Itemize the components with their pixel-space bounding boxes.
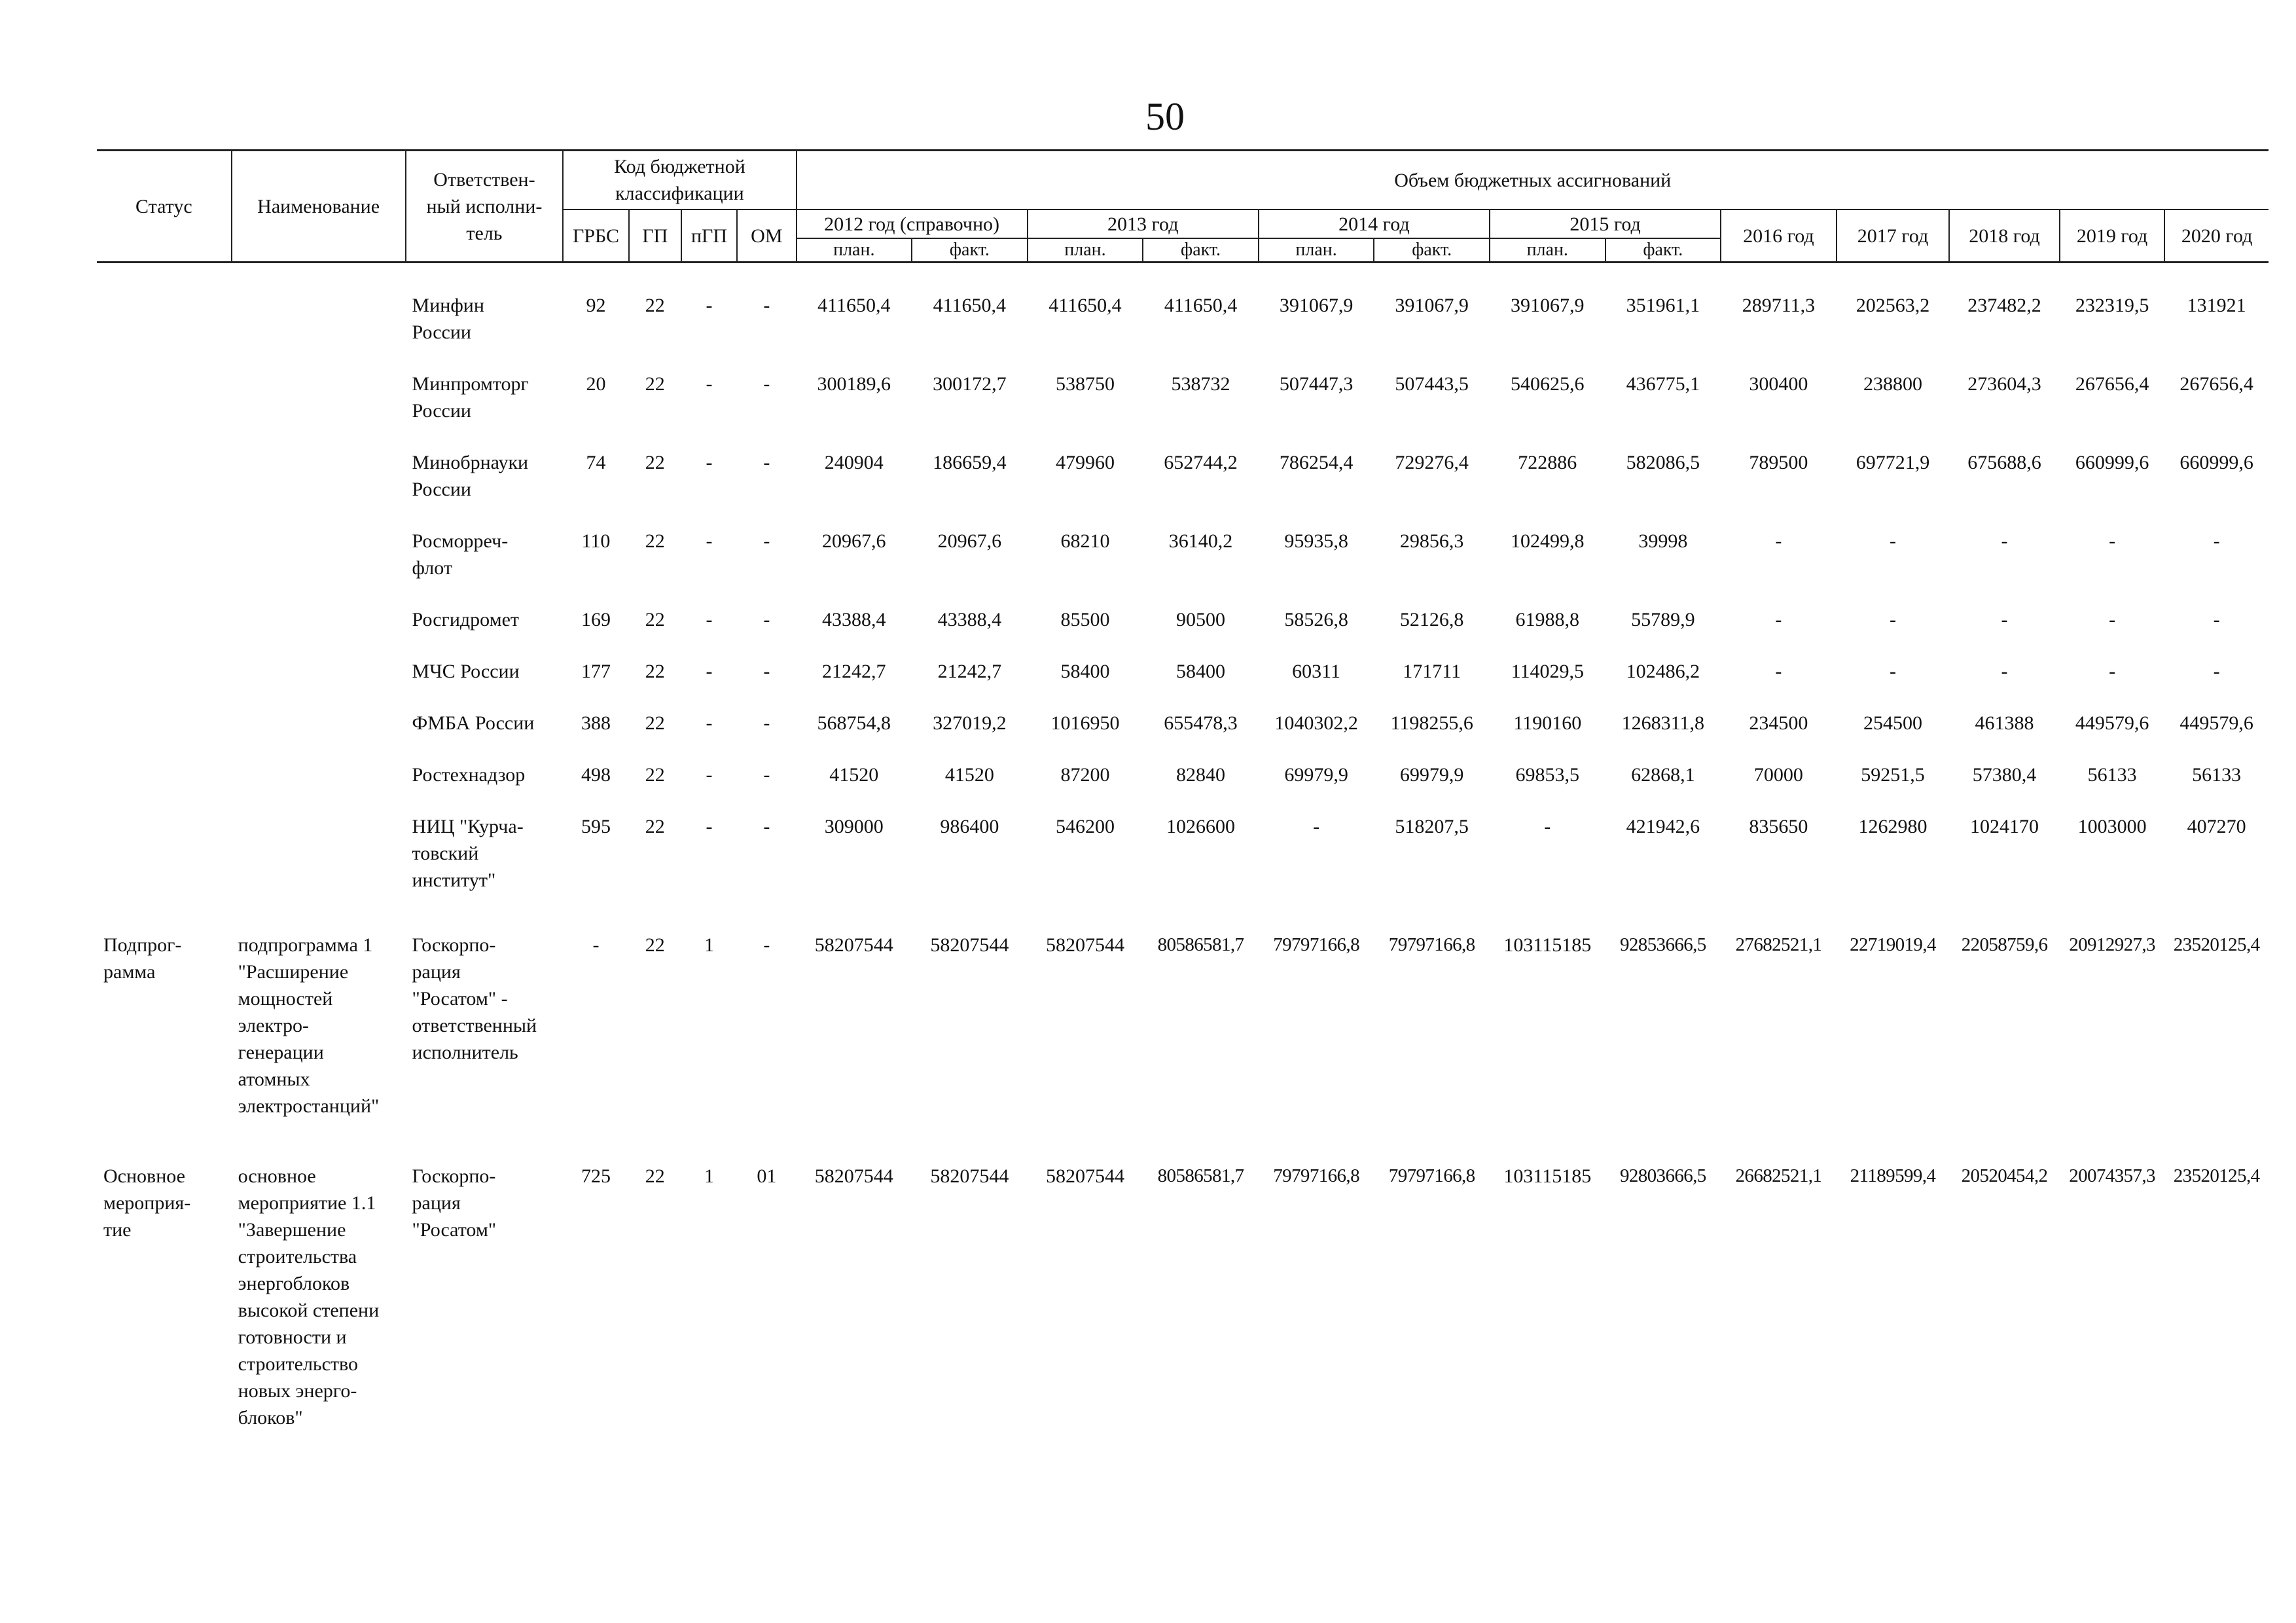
cell-status <box>97 263 232 358</box>
cell-value: 60311 <box>1292 661 1341 682</box>
cell-value: - <box>1775 609 1782 630</box>
cell-name <box>232 593 406 645</box>
cell-value: 58526,8 <box>1284 609 1348 630</box>
cell-code-grbs: 74 <box>586 452 606 473</box>
header-plan-2015: план. <box>1490 238 1605 263</box>
cell-value: 171711 <box>1403 661 1462 682</box>
cell-value: 652744,2 <box>1164 452 1238 473</box>
cell-value: 58400 <box>1060 661 1110 682</box>
cell-status: Подпрог- рамма <box>103 934 182 983</box>
cell-value: 102499,8 <box>1511 530 1585 552</box>
cell-value: 267656,4 <box>2179 373 2253 395</box>
cell-value: 351961,1 <box>1626 295 1700 316</box>
cell-value: 80586581,7 <box>1157 934 1244 955</box>
cell-value: 26682521,1 <box>1735 1165 1822 1186</box>
cell-executor: Ростехнадзор <box>412 764 526 786</box>
cell-value: 407270 <box>2187 816 2246 837</box>
table-row <box>97 593 2269 645</box>
cell-value: 300400 <box>1749 373 1808 395</box>
cell-value: 568754,8 <box>817 712 891 734</box>
cell-value: 80586581,7 <box>1157 1165 1244 1186</box>
table-row <box>97 748 2269 800</box>
cell-code-om: - <box>763 934 770 956</box>
cell-value: 1026600 <box>1166 816 1236 837</box>
cell-value: 57380,4 <box>1972 764 2037 786</box>
cell-value: 70000 <box>1753 764 1803 786</box>
header-year-2019: 2019 год <box>2060 210 2165 263</box>
cell-value: 43388,4 <box>822 609 886 630</box>
cell-value: 56133 <box>2192 764 2242 786</box>
cell-code-om: - <box>763 530 770 552</box>
cell-value: - <box>2213 661 2220 682</box>
cell-value: 69979,9 <box>1399 764 1464 786</box>
header-code-group: Код бюджетной классификации <box>563 151 796 210</box>
cell-value: 58207544 <box>814 934 893 956</box>
header-year-2013: 2013 год <box>1028 210 1259 238</box>
cell-value: - <box>1544 816 1551 837</box>
cell-value: 202563,2 <box>1856 295 1930 316</box>
header-code-grbs: ГРБС <box>563 210 628 263</box>
header-fact-2013: факт. <box>1143 238 1259 263</box>
cell-value: - <box>2001 609 2008 630</box>
cell-value: 39998 <box>1638 530 1688 552</box>
cell-value: 58207544 <box>1045 1165 1124 1187</box>
cell-value: 449579,6 <box>2075 712 2149 734</box>
cell-value: - <box>2213 609 2220 630</box>
cell-value: 102486,2 <box>1626 661 1700 682</box>
header-year-2014: 2014 год <box>1259 210 1490 238</box>
cell-name: подпрограмма 1 "Расширение мощностей электро- генерации атомных электростанций" <box>238 934 380 1117</box>
cell-name <box>232 697 406 748</box>
cell-value: 273604,3 <box>1967 373 2041 395</box>
cell-value: 85500 <box>1060 609 1110 630</box>
header-executor: Ответствен- ный исполни- тель <box>406 151 564 263</box>
cell-code-gp: 22 <box>645 764 665 786</box>
cell-value: 186659,4 <box>933 452 1007 473</box>
cell-value: 20520454,2 <box>1961 1165 2048 1186</box>
cell-executor: НИЦ "Курча- товский институт" <box>412 816 524 891</box>
cell-code-pgp: - <box>706 452 713 473</box>
cell-value: - <box>2109 609 2116 630</box>
cell-value: 300189,6 <box>817 373 891 395</box>
cell-value: 697721,9 <box>1856 452 1930 473</box>
cell-status <box>97 645 232 697</box>
table-row <box>97 1139 2269 1431</box>
cell-code-pgp: - <box>706 661 713 682</box>
cell-executor: Госкорпо- рация "Росатом" <box>412 1165 497 1241</box>
cell-value: 36140,2 <box>1168 530 1233 552</box>
cell-value: - <box>1889 661 1896 682</box>
cell-value: 234500 <box>1749 712 1808 734</box>
cell-code-om: - <box>763 816 770 837</box>
cell-code-grbs: 595 <box>581 816 611 837</box>
cell-value: 62868,1 <box>1631 764 1695 786</box>
cell-value: - <box>2001 530 2008 552</box>
cell-name <box>232 645 406 697</box>
cell-value: 655478,3 <box>1164 712 1238 734</box>
cell-value: 660999,6 <box>2075 452 2149 473</box>
cell-status <box>97 697 232 748</box>
cell-code-om: - <box>763 609 770 630</box>
header-fact-2012: факт. <box>912 238 1028 263</box>
cell-code-gp: 22 <box>645 1165 665 1187</box>
cell-value: 237482,2 <box>1967 295 2041 316</box>
cell-value: 21242,7 <box>822 661 886 682</box>
cell-value: 1024170 <box>1970 816 2039 837</box>
cell-code-om: - <box>763 712 770 734</box>
cell-code-pgp: - <box>706 609 713 630</box>
cell-value: 582086,5 <box>1626 452 1700 473</box>
cell-value: 507447,3 <box>1279 373 1354 395</box>
page-number: 50 <box>1145 95 1185 138</box>
table-header <box>97 151 2269 263</box>
cell-value: 68210 <box>1060 530 1110 552</box>
cell-value: 131921 <box>2187 295 2246 316</box>
cell-value: 835650 <box>1749 816 1808 837</box>
header-name: Наименование <box>232 151 406 263</box>
cell-value: 20074357,3 <box>2069 1165 2155 1186</box>
cell-value: 69979,9 <box>1284 764 1348 786</box>
cell-status <box>97 748 232 800</box>
cell-code-gp: 22 <box>645 452 665 473</box>
table-row <box>97 263 2269 358</box>
cell-code-pgp: - <box>706 373 713 395</box>
cell-code-pgp: 1 <box>704 1165 715 1187</box>
cell-value: 789500 <box>1749 452 1808 473</box>
cell-value: 52126,8 <box>1399 609 1464 630</box>
header-plan-2014: план. <box>1259 238 1374 263</box>
cell-code-om: - <box>763 661 770 682</box>
cell-status <box>97 436 232 515</box>
cell-code-grbs: 177 <box>581 661 611 682</box>
cell-value: 58207544 <box>1045 934 1124 956</box>
cell-value: 391067,9 <box>1511 295 1585 316</box>
cell-code-pgp: - <box>706 712 713 734</box>
cell-value: 411650,4 <box>1049 295 1122 316</box>
cell-value: - <box>1889 609 1896 630</box>
header-plan-2012: план. <box>797 238 912 263</box>
header-volume-group: Объем бюджетных ассигнований <box>797 151 2269 210</box>
cell-executor: Росгидромет <box>412 609 520 630</box>
cell-value: 1198255,6 <box>1390 712 1473 734</box>
cell-status <box>97 357 232 436</box>
cell-value: 79797166,8 <box>1273 1165 1359 1186</box>
cell-code-gp: 22 <box>645 373 665 395</box>
cell-code-pgp: - <box>706 530 713 552</box>
cell-code-grbs: - <box>592 934 600 956</box>
cell-value: 1268311,8 <box>1621 712 1705 734</box>
cell-code-grbs: 725 <box>581 1165 611 1187</box>
cell-value: 1040302,2 <box>1274 712 1358 734</box>
cell-code-grbs: 20 <box>586 373 606 395</box>
header-year-2015: 2015 год <box>1490 210 1721 238</box>
cell-code-grbs: 169 <box>581 609 611 630</box>
cell-name <box>232 263 406 358</box>
cell-value: 289711,3 <box>1742 295 1816 316</box>
header-year-2020: 2020 год <box>2164 210 2269 263</box>
cell-value: 61988,8 <box>1515 609 1579 630</box>
cell-value: 436775,1 <box>1626 373 1700 395</box>
cell-value: 55789,9 <box>1631 609 1695 630</box>
cell-value: 729276,4 <box>1395 452 1469 473</box>
cell-executor: Госкорпо- рация "Росатом" - ответственный исполнитель <box>412 934 537 1063</box>
cell-code-pgp: - <box>706 816 713 837</box>
header-code-gp: ГП <box>629 210 681 263</box>
cell-value: 92803666,5 <box>1619 1165 1706 1186</box>
cell-value: - <box>2213 530 2220 552</box>
cell-code-pgp: - <box>706 295 713 316</box>
cell-value: 79797166,8 <box>1388 1165 1475 1186</box>
cell-value: 23520125,4 <box>2173 934 2260 955</box>
header-year-2012: 2012 год (справочно) <box>797 210 1028 238</box>
table-row <box>97 645 2269 697</box>
cell-value: 461388 <box>1975 712 2034 734</box>
cell-value: 518207,5 <box>1395 816 1469 837</box>
table-row <box>97 515 2269 593</box>
cell-value: 41520 <box>944 764 994 786</box>
cell-value: 79797166,8 <box>1388 934 1475 955</box>
cell-code-grbs: 92 <box>586 295 606 316</box>
header-year-2016: 2016 год <box>1721 210 1837 263</box>
cell-value: 507443,5 <box>1395 373 1469 395</box>
cell-value: 58207544 <box>814 1165 893 1187</box>
cell-code-om: - <box>763 295 770 316</box>
cell-name <box>232 436 406 515</box>
cell-value: - <box>1775 661 1782 682</box>
cell-status: Основное мероприя- тие <box>103 1165 191 1241</box>
cell-value: 309000 <box>824 816 884 837</box>
cell-value: 103115185 <box>1503 934 1592 956</box>
cell-value: 21189599,4 <box>1850 1165 1936 1186</box>
cell-value: 421942,6 <box>1626 816 1700 837</box>
cell-value: 20967,6 <box>822 530 886 552</box>
cell-value: 59251,5 <box>1861 764 1925 786</box>
table-row <box>97 905 2269 1139</box>
cell-value: 82840 <box>1176 764 1226 786</box>
cell-value: 20967,6 <box>937 530 1002 552</box>
cell-value: 1003000 <box>2077 816 2147 837</box>
table-row <box>97 357 2269 436</box>
cell-code-om: - <box>763 452 770 473</box>
cell-executor: Минобрнауки России <box>412 452 529 500</box>
header-status: Статус <box>97 151 232 263</box>
cell-value: 27682521,1 <box>1735 934 1822 955</box>
cell-value: 538750 <box>1055 373 1115 395</box>
cell-status <box>97 800 232 905</box>
cell-value: 986400 <box>940 816 999 837</box>
cell-value: 22719019,4 <box>1850 934 1936 955</box>
cell-value: 391067,9 <box>1395 295 1469 316</box>
cell-name: основное мероприятие 1.1 "Завершение строительства энергоблоков высокой степени готовности и строительство новых энерго- блоков" <box>238 1165 380 1429</box>
cell-code-pgp: - <box>706 764 713 786</box>
cell-executor: Минфин России <box>412 295 484 343</box>
cell-value: 58207544 <box>930 1165 1009 1187</box>
cell-value: 391067,9 <box>1279 295 1354 316</box>
cell-value: 238800 <box>1863 373 1922 395</box>
cell-value: 56133 <box>2087 764 2137 786</box>
cell-code-om: 01 <box>757 1165 777 1187</box>
cell-value: 411650,4 <box>933 295 1007 316</box>
cell-code-gp: 22 <box>645 661 665 682</box>
cell-name <box>232 357 406 436</box>
cell-executor: ФМБА России <box>412 712 535 734</box>
cell-value: 479960 <box>1055 452 1115 473</box>
cell-value: 232319,5 <box>2075 295 2149 316</box>
cell-code-grbs: 498 <box>581 764 611 786</box>
cell-value: 300172,7 <box>933 373 1007 395</box>
cell-code-gp: 22 <box>645 934 665 956</box>
cell-value: 546200 <box>1055 816 1115 837</box>
cell-value: 411650,4 <box>1164 295 1238 316</box>
cell-value: 41520 <box>829 764 879 786</box>
header-year-2018: 2018 год <box>1949 210 2060 263</box>
cell-code-om: - <box>763 764 770 786</box>
cell-code-gp: 22 <box>645 609 665 630</box>
cell-value: 1016950 <box>1050 712 1120 734</box>
cell-value: 267656,4 <box>2075 373 2149 395</box>
header-fact-2014: факт. <box>1374 238 1490 263</box>
cell-value: 20912927,3 <box>2069 934 2155 955</box>
cell-code-gp: 22 <box>645 712 665 734</box>
cell-value: 240904 <box>824 452 884 473</box>
header-plan-2013: план. <box>1028 238 1143 263</box>
cell-value: 254500 <box>1863 712 1922 734</box>
cell-status <box>97 515 232 593</box>
cell-code-grbs: 110 <box>581 530 611 552</box>
cell-value: 79797166,8 <box>1273 934 1359 955</box>
header-year-2017: 2017 год <box>1837 210 1950 263</box>
header-fact-2015: факт. <box>1605 238 1721 263</box>
cell-executor: Росморреч- флот <box>412 530 509 579</box>
table-row <box>97 697 2269 748</box>
cell-value: 69853,5 <box>1515 764 1579 786</box>
cell-value: 43388,4 <box>937 609 1002 630</box>
cell-executor: МЧС России <box>412 661 520 682</box>
cell-name <box>232 515 406 593</box>
cell-value: - <box>1313 816 1320 837</box>
cell-code-gp: 22 <box>645 530 665 552</box>
cell-executor: Минпромторг России <box>412 373 529 422</box>
cell-value: 92853666,5 <box>1619 934 1706 955</box>
cell-value: 1190160 <box>1513 712 1582 734</box>
cell-value: 58400 <box>1176 661 1226 682</box>
cell-value: 29856,3 <box>1399 530 1464 552</box>
cell-value: - <box>2001 661 2008 682</box>
table-body <box>97 263 2269 1432</box>
cell-value: 21242,7 <box>937 661 1002 682</box>
header-code-pgp: пГП <box>681 210 737 263</box>
cell-value: 23520125,4 <box>2173 1165 2260 1186</box>
cell-value: 114029,5 <box>1511 661 1584 682</box>
table-row <box>97 436 2269 515</box>
cell-value: 103115185 <box>1503 1165 1592 1187</box>
cell-value: 95935,8 <box>1284 530 1348 552</box>
cell-value: 538732 <box>1171 373 1230 395</box>
cell-value: - <box>2109 530 2116 552</box>
cell-value: - <box>1889 530 1896 552</box>
cell-value: 87200 <box>1060 764 1110 786</box>
cell-value: - <box>1775 530 1782 552</box>
cell-value: 58207544 <box>930 934 1009 956</box>
cell-value: 411650,4 <box>817 295 891 316</box>
budget-table <box>97 149 2269 1431</box>
cell-name <box>232 748 406 800</box>
cell-value: - <box>2109 661 2116 682</box>
cell-value: 786254,4 <box>1279 452 1354 473</box>
cell-code-gp: 22 <box>645 816 665 837</box>
cell-name <box>232 800 406 905</box>
cell-value: 449579,6 <box>2179 712 2253 734</box>
cell-value: 675688,6 <box>1967 452 2041 473</box>
cell-value: 660999,6 <box>2179 452 2253 473</box>
cell-value: 90500 <box>1176 609 1226 630</box>
cell-code-grbs: 388 <box>581 712 611 734</box>
cell-value: 327019,2 <box>933 712 1007 734</box>
cell-value: 540625,6 <box>1511 373 1585 395</box>
cell-value: 722886 <box>1518 452 1577 473</box>
cell-value: 1262980 <box>1858 816 1928 837</box>
cell-value: 22058759,6 <box>1961 934 2048 955</box>
header-code-om: ОМ <box>737 210 796 263</box>
cell-status <box>97 593 232 645</box>
cell-code-om: - <box>763 373 770 395</box>
table-row <box>97 800 2269 905</box>
cell-code-gp: 22 <box>645 295 665 316</box>
cell-code-pgp: 1 <box>704 934 715 956</box>
